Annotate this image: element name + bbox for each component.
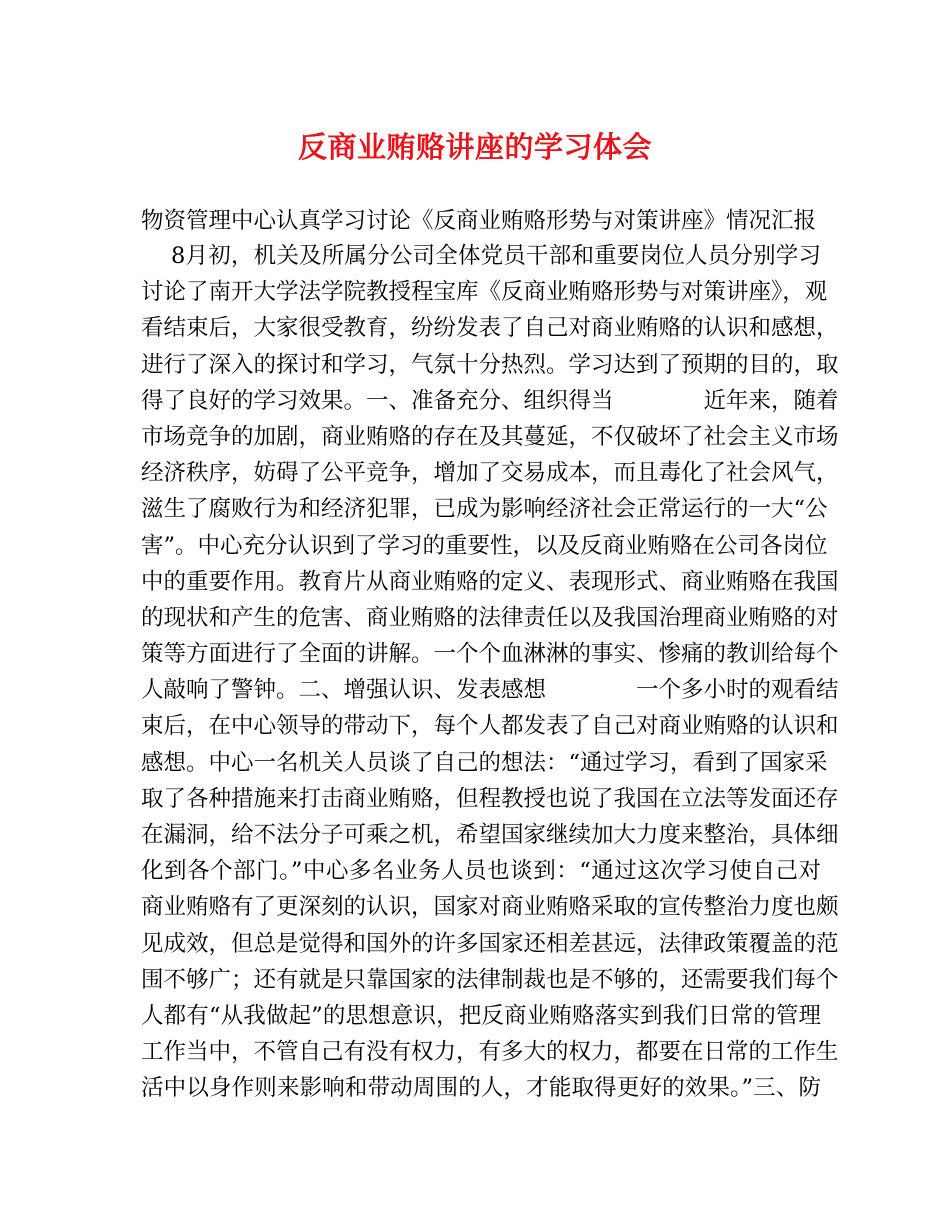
body-line: 害”。中心充分认识到了学习的重要性，以及反商业贿赂在公司各岗位: [141, 532, 828, 559]
body-line: 在漏洞，给不法分子可乘之机，希望国家继续加大力度来整治，具体细: [141, 822, 839, 848]
document-body: [141, 240, 839, 1109]
document-subtitle: 物资管理中心认真学习讨论《反商业贿赂形势与对策讲座》情况汇报: [141, 208, 817, 234]
body-line: 感想。中心一名机关人员谈了自己的想法：“通过学习，看到了国家采: [141, 749, 828, 776]
body-line: 束后，在中心领导的带动下，每个人都发表了自己对商业贿赂的认识和: [141, 713, 839, 740]
body-line: 进行了深入的探讨和学习，气氛十分热烈。学习达到了预期的目的，取: [141, 351, 839, 378]
body-line: 人敲响了警钟。二、增强认识、发表感想 一个多小时的观看结: [141, 677, 839, 704]
document-title: 反商业贿赂讲座的学习体会: [297, 130, 652, 164]
body-line: 讨论了南开大学法学院教授程宝库《反商业贿赂形势与对策讲座》，观: [141, 279, 828, 306]
body-line: 商业贿赂有了更深刻的认识，国家对商业贿赂采取的宣传整治力度也颇: [141, 894, 839, 921]
body-line: 取了各种措施来打击商业贿赂，但程教授也说了我国在立法等发面还存: [141, 785, 839, 812]
body-line: 8月初，机关及所属分公司全体党员干部和重要岗位人员分别学习: [171, 243, 821, 269]
body-line: 经济秩序，妨碍了公平竞争，增加了交易成本，而且毒化了社会风气，: [141, 460, 839, 487]
body-line: 工作当中，不管自己有没有权力，有多大的权力，都要在日常的工作生: [141, 1039, 839, 1066]
body-line: 见成效，但总是觉得和国外的许多国家还相差甚远，法律政策覆盖的范: [141, 930, 839, 957]
body-line: 活中以身作则来影响和带动周围的人，才能取得更好的效果。”三、防: [141, 1075, 821, 1102]
body-line: 中的重要作用。教育片从商业贿赂的定义、表现形式、商业贿赂在我国: [141, 568, 839, 595]
body-line: 滋生了腐败行为和经济犯罪，已成为影响经济社会正常运行的一大“公: [141, 496, 828, 523]
body-line: 的现状和产生的危害、商业贿赂的法律责任以及我国治理商业贿赂的对: [141, 604, 839, 631]
body-line: 策等方面进行了全面的讲解。一个个血淋淋的事实、惨痛的教训给每个: [141, 641, 839, 668]
body-line: 市场竞争的加剧，商业贿赂的存在及其蔓延，不仅破坏了社会主义市场: [141, 423, 839, 450]
body-line: 围不够广；还有就是只靠国家的法律制裁也是不够的，还需要我们每个: [141, 966, 839, 993]
body-line: 化到各个部门。”中心多名业务人员也谈到：“通过这次学习使自己对: [141, 858, 821, 885]
body-line: 看结束后，大家很受教育，纷纷发表了自己对商业贿赂的认识和感想，: [141, 315, 839, 342]
body-line: 人都有“从我做起”的思想意识，把反商业贿赂落实到我们日常的管理: [141, 1002, 821, 1029]
body-line: 得了良好的学习效果。一、准备充分、组织得当 近年来，随着: [141, 387, 839, 414]
